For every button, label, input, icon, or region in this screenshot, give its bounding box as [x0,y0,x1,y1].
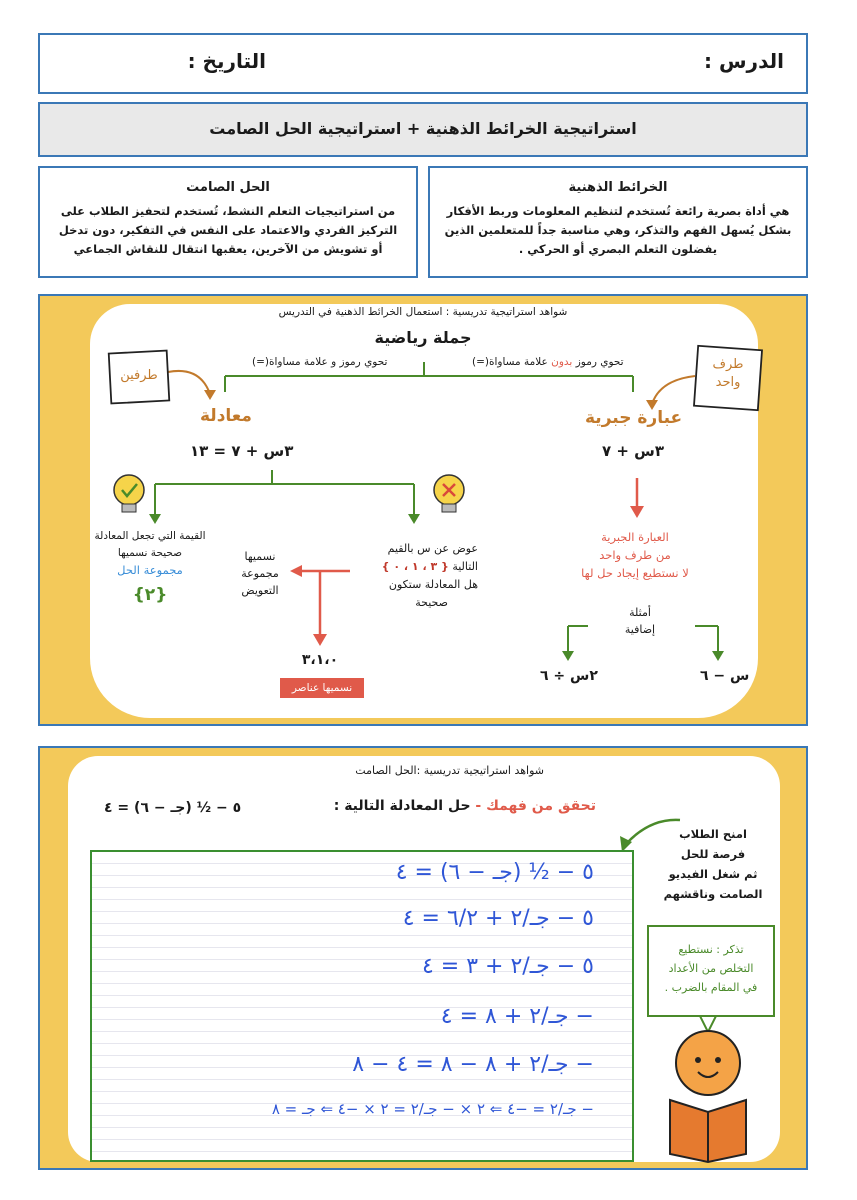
substitute-line2 [358,558,478,576]
more-examples [605,604,675,638]
silent-solution-evidence [38,746,808,1170]
evidence2-caption: شواهد استراتيجية تدريسية :الحل الصامت [355,764,544,777]
equation-node: معادلة [200,406,252,426]
instruction-line3: ثم شغل الفيديو [668,867,758,881]
solution-step-2: ٥ − جـ/٢ + ٦/٢ = ٤ [402,906,594,931]
right-branch-note-pre: تحوي رموز [572,356,624,368]
page-title: استراتيجية الخرائط الذهنية + استراتيجية الحل الصامت [209,119,637,138]
replacement-set-note [230,548,290,599]
instruction-line1: امنح الطلاب [679,827,747,841]
right-branch-note [472,356,624,368]
solution-definition-line1: القيمة التي تجعل المعادلة [94,530,206,542]
mind-map-connectors [40,296,808,726]
sticky-one-side-line2: واحد [715,375,741,390]
header-box [38,33,808,94]
lesson-label: الدرس : [704,49,784,73]
reminder-line1: تذكر : نستطيع [678,943,744,956]
left-branch-note: تحوي رموز و علامة مساواة(=) [252,356,388,368]
elements-values: ٣،١،٠ [301,652,339,668]
expression-note [560,528,710,582]
substitute-instructions [358,540,478,612]
mind-map-evidence [38,294,808,726]
substitute-line1: عوض عن س بالقيم [387,542,478,555]
replacement-line1: نسميها [244,550,276,563]
more-examples-line1: أمثلة [629,606,651,619]
mind-maps-box [428,166,808,278]
problem-text: حل المعادلة التالية : [333,798,471,814]
sticky-two-sides: طرفين [120,368,158,383]
evidence1-caption: شواهد استراتيجية تدريسية : استعمال الخرائط الذهنية في التدريس [278,306,568,318]
example-a: س − ٦ [700,668,750,684]
problem-equation: ٥ − ½ (جـ − ٦) = ٤ [104,800,242,816]
right-branch-note-without: بدون [551,356,573,368]
substitute-set: { ٣ ، ١ ، ٠ } [381,560,449,573]
expression-node: عبارة جبرية [585,408,683,428]
right-branch-note-post: علامة مساواة(=) [472,356,552,368]
silent-solution-body: من استراتيجيات التعلم النشط، تُستخدم لتحفيز الطلاب على التركيز الفردي والاعتماد على النفس في التفكير، دون تدخل أو تشويش من الآخرين، يعقبها انتقال للنقاش الجماعي [58,204,398,256]
solution-step-1: ٥ − ½ (جـ − ٦) = ٤ [395,860,594,885]
solution-set-value: {٢} [132,585,168,605]
solution-definition-line2: صحيحة نسميها [117,547,183,559]
sticky-one-side-line1: طرف [712,357,744,372]
example-b: ٢س ÷ ٦ [540,668,598,684]
reminder-line3: في المقام بالضرب . [664,981,758,994]
solution-step-4: − جـ/٢ + ٨ = ٤ [440,1004,594,1029]
sticky-one-side [696,356,760,392]
substitute-line3: هل المعادلة ستكون [388,578,478,591]
elements-tag: نسميها عناصر [280,678,364,698]
solution-step-6: − جـ/٢ = −٤ ⇐ ٢ × − جـ/٢ = ٢ × −٤ ⇐ جـ = ٨ [271,1100,594,1118]
more-examples-line2: إضافية [624,623,656,636]
silent-solution-box [38,166,418,278]
expression-note-line3: لا نستطيع إيجاد حل لها [581,566,689,580]
reminder-bubble [652,940,770,997]
solution-set-label: مجموعة الحل [117,563,183,577]
substitute-line4: صحيحة [415,596,448,609]
title-box [38,102,808,157]
silent-solution-heading: الحل الصامت [186,180,270,195]
date-label: التاريخ : [187,49,266,73]
mind-maps-body: هي أداة بصرية رائعة تُستخدم لتنظيم المعلومات وربط الأفكار بشكل يُسهل الفهم والتذكر، وهي مناسبة جداً للمتعلمين الذين يفضلون التعلم البصري أو الحركي . [444,204,792,256]
mind-maps-heading: الخرائط الذهنية [568,180,668,195]
instruction-line4: الصامت وناقشهم [663,887,763,901]
reminder-line2: التخلص من الأعداد [668,962,754,975]
substitute-line2-pre: التالية [448,560,478,573]
expression-example: ٣س + ٧ [602,442,665,460]
solution-step-5: − جـ/٢ + ٨ − ٨ = ٤ − ٨ [352,1052,594,1077]
expression-note-line1: العبارة الجبرية [601,530,669,544]
instruction-line2: فرصة للحل [680,847,746,861]
check-label: تحقق من فهمك - [475,798,596,814]
solution-step-3: ٥ − جـ/٢ + ٣ = ٤ [421,954,594,979]
equation-example: ٣س + ٧ = ١٣ [190,442,294,460]
replacement-line2: مجموعة [241,567,279,580]
replacement-line3: التعويض [241,584,279,597]
root-node: جملة رياضية [374,328,472,347]
teacher-instruction [658,824,768,904]
expression-note-line2: من طرف واحد [599,548,671,562]
solution-definition [80,528,220,604]
